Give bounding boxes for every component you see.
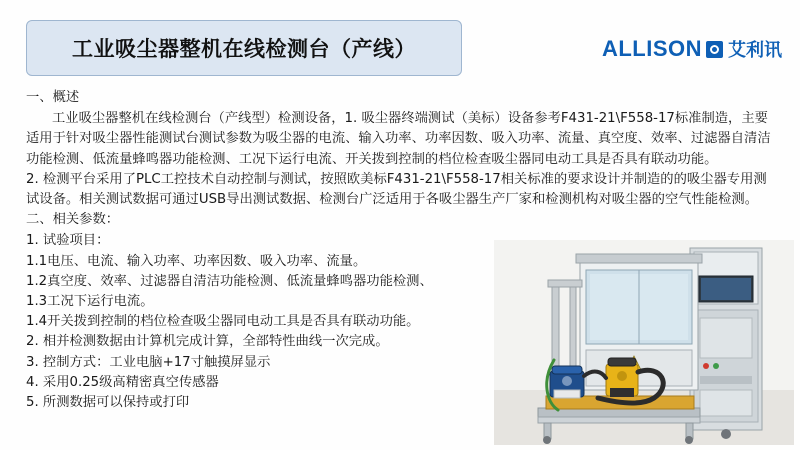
list-item: 2. 相并检测数据由计算机完成计算，全部特性曲线一次完成。 bbox=[26, 334, 389, 350]
logo-chinese-text: 艾利讯 bbox=[728, 40, 782, 61]
list-item: 1.4开关拨到控制的档位检查吸尘器同电动工具是否具有联动功能。 bbox=[26, 314, 420, 330]
section-2-heading: 二、相关参数： bbox=[26, 212, 120, 228]
page-title-box bbox=[26, 20, 462, 76]
logo-latin-text: ALLISON bbox=[601, 36, 702, 61]
list-item: 4. 采用0.25级高精密真空传感器 bbox=[26, 374, 219, 390]
circle-emblem-icon bbox=[706, 41, 723, 58]
list-item: 5. 所测数据可以保持或打印 bbox=[26, 395, 190, 411]
list-item: 1. 试验项目： bbox=[26, 233, 110, 249]
list-item: 3. 控制方式：工业电脑+17寸触摸屏显示 bbox=[26, 354, 271, 370]
list-item: 1.2真空度、效率、过滤器自清洁功能检测、低流量蜂鸣器功能检测、 bbox=[26, 273, 433, 289]
overview-paragraph-1: 工业吸尘器整机在线检测台（产线型）检测设备，1. 吸尘器终端测试（美标）设备参考F431-21\F558-17标准制造，主要适用于针对吸尘器性能测试台测试参数为吸尘器的电流、输入功率、功率因数、吸入功率、流量、真空度、效率、过滤器自清洁功能检测、低流量蜂鸣器功能检测、工况下运行电流、开关拨到控制的档位检查吸尘器同电动工具是否具有联动功能。 bbox=[26, 111, 771, 167]
list-item: 1.3工况下运行电流。 bbox=[26, 294, 154, 310]
company-logo bbox=[602, 36, 782, 62]
overview-paragraph-2: 2. 检测平台采用了PLC工控技术自动控制与测试，按照欧美标F431-21\F558-17相关标准的要求设计并制造的的吸尘器专用测试设备。相关测试数据可通过USB导出测试数据、检测台广泛适用于各吸尘器生产厂家和检测机构对吸尘器的空气性能检测。 bbox=[26, 171, 767, 208]
page-title: 工业吸尘器整机在线检测台（产线） bbox=[72, 37, 416, 61]
section-1-heading: 一、概述 bbox=[26, 90, 80, 105]
industrial-vacuum-test-bench-photo bbox=[494, 240, 794, 445]
list-item: 1.1电压、电流、输入功率、功率因数、吸入功率、流量。 bbox=[26, 253, 367, 269]
